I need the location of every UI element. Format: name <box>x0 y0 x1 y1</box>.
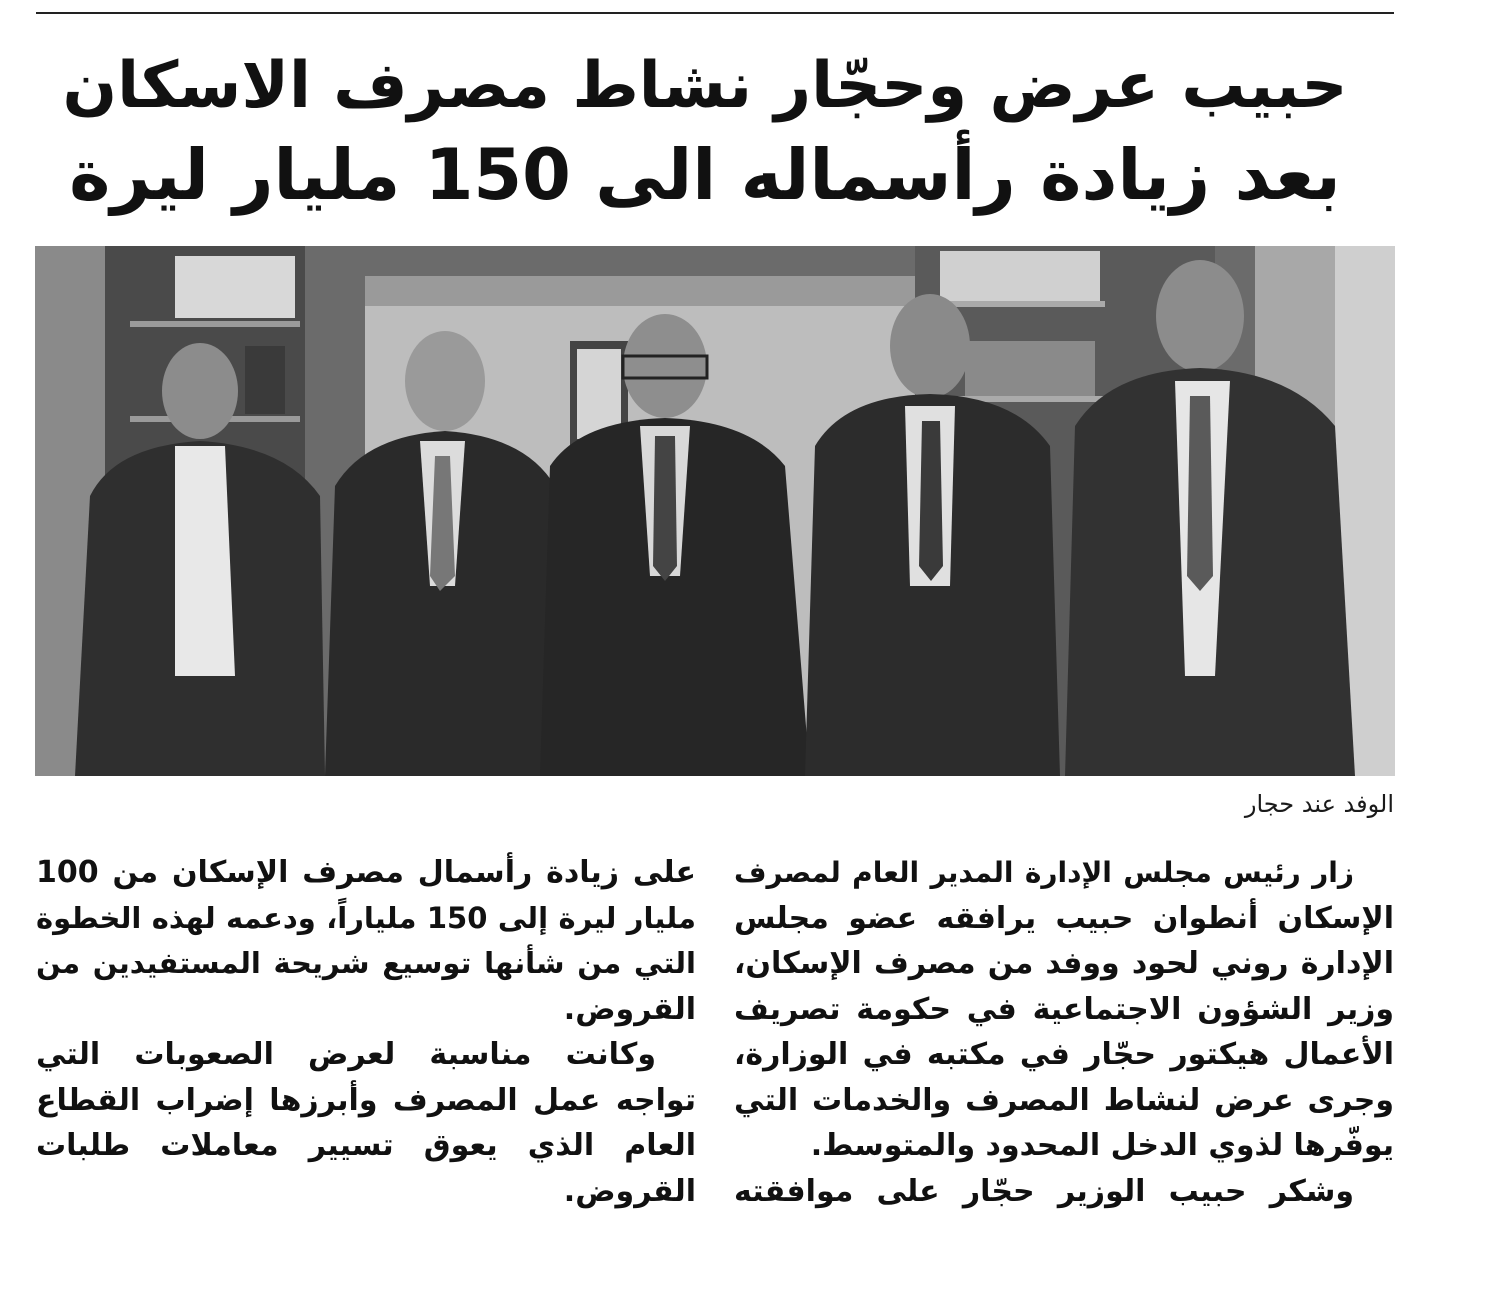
headline-line-2: بعد زيادة رأسماله الى 150 مليار ليرة <box>69 134 1341 216</box>
article-line: يوفّرها لذوي الدخل المحدود والمتوسط. <box>810 1128 1394 1163</box>
article-line: القروض. <box>563 991 696 1027</box>
article-line: وكانت مناسبة لعرض الصعوبات التي <box>36 1037 656 1072</box>
article-line: التي من شأنها توسيع شريحة المستفيدين من <box>36 946 696 980</box>
article-line: القروض. <box>563 1173 696 1209</box>
article-line: وشكر حبيب الوزير حجّار على موافقته <box>734 1173 1354 1209</box>
article-line: الأعمال هيكتور حجّار في مكتبه في الوزارة، <box>734 1037 1394 1072</box>
headline-line-1: حبيب عرض وحجّار نشاط مصرف الاسكان <box>62 49 1348 123</box>
photo-caption: الوفد عند حجار <box>1244 790 1394 818</box>
article-line: على زيادة رأسمال مصرف الإسكان من 100 <box>36 855 696 890</box>
article-line: مليار ليرة إلى 150 ملياراً، ودعمه لهذه الخطوة <box>36 900 696 935</box>
article-line: الإسكان أنطوان حبيب يرافقه عضو مجلس <box>734 900 1394 936</box>
article-column-left <box>36 850 696 1214</box>
article-line: وجرى عرض لنشاط المصرف والخدمات التي <box>734 1082 1394 1118</box>
article-line: العام الذي يعوق تسيير معاملات طلبات <box>36 1128 696 1163</box>
article-line: زار رئيس مجلس الإدارة المدير العام لمصرف <box>734 856 1354 889</box>
group-photo <box>35 246 1395 776</box>
article-column-right <box>734 850 1394 1214</box>
top-rule <box>36 12 1394 14</box>
article-line: وزير الشؤون الاجتماعية في حكومة تصريف <box>734 991 1394 1027</box>
article-line: الإدارة روني لحود ووفد من مصرف الإسكان، <box>734 946 1394 981</box>
article-line: تواجه عمل المصرف وأبرزها إضراب القطاع <box>36 1082 696 1118</box>
